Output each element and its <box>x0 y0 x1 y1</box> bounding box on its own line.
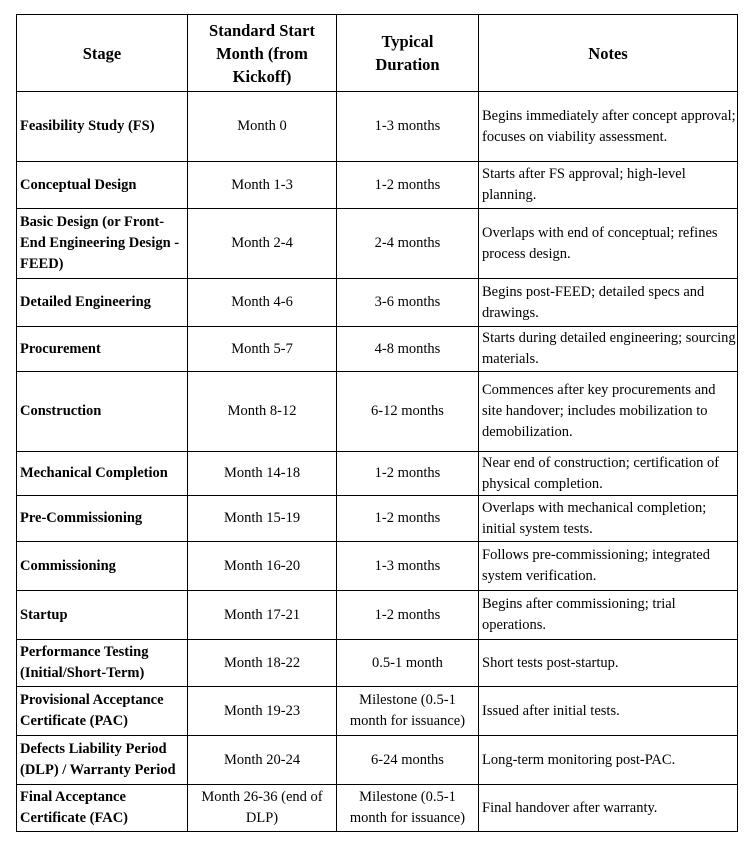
stage-cell: Mechanical Completion <box>17 452 188 496</box>
duration-cell: 1-2 months <box>337 591 479 640</box>
duration-cell: 3-6 months <box>337 279 479 327</box>
duration-cell: Milestone (0.5-1 month for issuance) <box>337 785 479 832</box>
duration-cell: 0.5-1 month <box>337 640 479 687</box>
stage-cell: Construction <box>17 372 188 452</box>
start-month-cell: Month 17-21 <box>188 591 337 640</box>
header-start-month: Standard Start Month (from Kickoff) <box>188 15 337 92</box>
start-month-cell: Month 19-23 <box>188 687 337 736</box>
table-row <box>17 279 738 327</box>
stage-cell: Procurement <box>17 327 188 372</box>
notes-cell: Short tests post-startup. <box>479 640 738 687</box>
duration-cell: 1-2 months <box>337 162 479 209</box>
notes-cell: Long-term monitoring post-PAC. <box>479 736 738 785</box>
header-stage: Stage <box>17 15 188 92</box>
start-month-cell: Month 8-12 <box>188 372 337 452</box>
stage-cell: Final Acceptance Certificate (FAC) <box>17 785 188 832</box>
table-row <box>17 736 738 785</box>
duration-cell: Milestone (0.5-1 month for issuance) <box>337 687 479 736</box>
notes-cell: Starts after FS approval; high-level planning. <box>479 162 738 209</box>
stage-cell: Performance Testing (Initial/Short-Term) <box>17 640 188 687</box>
stage-cell: Pre-Commissioning <box>17 496 188 542</box>
duration-cell: 4-8 months <box>337 327 479 372</box>
stage-cell: Provisional Acceptance Certificate (PAC) <box>17 687 188 736</box>
notes-cell: Follows pre-commissioning; integrated system verification. <box>479 542 738 591</box>
header-notes: Notes <box>479 15 738 92</box>
table-row <box>17 542 738 591</box>
notes-cell: Near end of construction; certification of physical completion. <box>479 452 738 496</box>
duration-cell: 6-24 months <box>337 736 479 785</box>
notes-cell: Begins after commissioning; trial operations. <box>479 591 738 640</box>
start-month-cell: Month 14-18 <box>188 452 337 496</box>
table-container <box>16 14 738 832</box>
duration-cell: 1-3 months <box>337 92 479 162</box>
table-row <box>17 209 738 279</box>
table-row <box>17 785 738 832</box>
notes-cell: Commences after key procurements and site handover; includes mobilization to demobilization. <box>479 372 738 452</box>
start-month-cell: Month 15-19 <box>188 496 337 542</box>
project-stages-table <box>16 14 738 832</box>
stage-cell: Feasibility Study (FS) <box>17 92 188 162</box>
start-month-cell: Month 26-36 (end of DLP) <box>188 785 337 832</box>
duration-cell: 1-2 months <box>337 452 479 496</box>
stage-cell: Defects Liability Period (DLP) / Warranty Period <box>17 736 188 785</box>
table-row <box>17 496 738 542</box>
stage-cell: Startup <box>17 591 188 640</box>
table-row <box>17 640 738 687</box>
header-row <box>17 15 738 92</box>
notes-cell: Overlaps with end of conceptual; refines process design. <box>479 209 738 279</box>
duration-cell: 2-4 months <box>337 209 479 279</box>
duration-cell: 6-12 months <box>337 372 479 452</box>
notes-cell: Issued after initial tests. <box>479 687 738 736</box>
table-row <box>17 591 738 640</box>
start-month-cell: Month 18-22 <box>188 640 337 687</box>
table-row <box>17 452 738 496</box>
duration-cell: 1-2 months <box>337 496 479 542</box>
start-month-cell: Month 16-20 <box>188 542 337 591</box>
stage-cell: Conceptual Design <box>17 162 188 209</box>
header-duration: Typical Duration <box>337 15 479 92</box>
start-month-cell: Month 0 <box>188 92 337 162</box>
start-month-cell: Month 20-24 <box>188 736 337 785</box>
table-row <box>17 372 738 452</box>
start-month-cell: Month 1-3 <box>188 162 337 209</box>
duration-cell: 1-3 months <box>337 542 479 591</box>
notes-cell: Begins immediately after concept approval; focuses on viability assessment. <box>479 92 738 162</box>
start-month-cell: Month 4-6 <box>188 279 337 327</box>
stage-cell: Basic Design (or Front-End Engineering Design - FEED) <box>17 209 188 279</box>
notes-cell: Starts during detailed engineering; sourcing materials. <box>479 327 738 372</box>
stage-cell: Detailed Engineering <box>17 279 188 327</box>
table-row <box>17 327 738 372</box>
start-month-cell: Month 2-4 <box>188 209 337 279</box>
start-month-cell: Month 5-7 <box>188 327 337 372</box>
notes-cell: Begins post-FEED; detailed specs and drawings. <box>479 279 738 327</box>
notes-cell: Overlaps with mechanical completion; initial system tests. <box>479 496 738 542</box>
notes-cell: Final handover after warranty. <box>479 785 738 832</box>
table-row <box>17 92 738 162</box>
stage-cell: Commissioning <box>17 542 188 591</box>
table-row <box>17 162 738 209</box>
table-row <box>17 687 738 736</box>
